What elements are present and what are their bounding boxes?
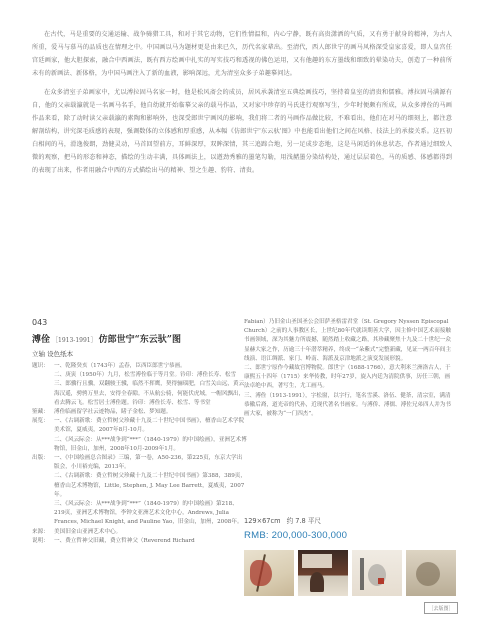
collection-label: 鉴藏： (32, 409, 49, 416)
essay-paragraph-2: 在众多清室子弟画家中，尤以溥拉固马名家一时，他是松风斋会的成员，居风承袭清室五典绘画技巧，坚持着皇室的清贵和儒雅。溥拉固马满源有自，他的父亲载瀛就是一名画马名手，他自幼就开始临摹父亲的载马作品，又对家中珍存的马氏进行观察写生，少年时便颇有所成，从众多溥佺的马画作品来看，除了动时读父亲载瀛的素陶和影响外，也深受郎世宁画风的影响，我们将二者的马画作品做比较，不难看出，他们在对马的细刻上，都注意解剖结构，讲究深毛质感的表现，强调数体的立体感和厚重感，从本幅《仿郎世宁'东云驮'图》中也能看出他们之间在风格、技法上的承接关系。这匹初白相间的马，滑逸俊朗，劲健灵动，马首回望前方，耳鲜深厚，双眸深情，其三追蹄合地，另一足成步态地，这是马闲适的休息状态，作者通过细致人微的观察，把马的形态和神态，描绘的生动丰满，具体画法上，以遒劲秀雅的墨笔勾勒，用浅赭墨分染结构处，通过层层着色，马的质感、体感都得到的表现了出来，作者用融合中西的方式描绘出马的精神、望之生趣、豹符、清贵。 (32, 89, 452, 174)
inscription-row (32, 362, 247, 408)
provenance-row (32, 528, 247, 537)
work-size (244, 515, 327, 525)
reference-image (352, 550, 402, 596)
image-caption: ［去版图］ (424, 602, 458, 614)
collection-item: 溥佺临画留学社云迹物品，睹子金松、梦知题。 (54, 409, 172, 416)
exhibition-row (32, 417, 247, 454)
artist-name: 溥佺 (32, 335, 51, 345)
reference-images (244, 550, 456, 596)
inscription-item: 一、乾隆癸亥（1743年）孟春，臣西臣郎世宁恭画。 (54, 363, 186, 369)
essay-intro (32, 28, 452, 183)
estimate-price: RMB: 200,000-300,000 (244, 530, 348, 541)
work-title: 仿郎世宁“东云驮”图 (98, 335, 181, 345)
collection-row (32, 408, 247, 417)
work-medium: 立轴 设色纸本 (32, 350, 74, 358)
publication-item: 三、《风云际会：从***战争到“***”（1840-1979）的中国绘画》第218、219页，亚洲艺术博物馆，李钟文亚洲艺术文化中心，Andrews, Julia Frances, Michael Knight, and Pauline Yao，旧金山，加州，2008年。 (54, 501, 243, 526)
notes-paragraph: 二、郎世宁原作今藏故宫博物院。郎世宁（1688-1766），意大利米兰洲洛古人，于康熙五十四年（1715）来华传教，时年27岁，旋入内廷为清院供事，历任三朝，画法卓绝中西，著写生，尤工画马。 (244, 365, 451, 390)
exhibition-item: 一、《古调新歌：费立哲树父珍藏十九及二十世纪中国书画》，檀香山艺术学院美术馆，夏威夷，2007年8月-10月。 (54, 418, 245, 434)
work-dimensions: 129×67cm (244, 517, 281, 525)
inscription-item: 二、庚寅（1950年）九月，松雪溥佺临于等月堂。钤印：溥佺长寿、松雪 (54, 372, 237, 379)
inscription-label: 题识： (32, 363, 49, 369)
notes-continued (244, 318, 454, 419)
reference-image (406, 550, 456, 596)
notes-paragraph: 三、溥佺（1913-1991），字松窗，以字行，笔名雪溪、洛伍、健荼，清宗室，满清恭徽后裔，道光帝的代孙，近现代著名书画家。与溥侨、溥儒、溥佐兄弟四人并为书画大家，被称为“一门四杰”。 (244, 392, 451, 418)
reference-image (298, 550, 348, 596)
lot-title (32, 332, 247, 345)
publication-item: 二、《古调新歌：费立哲树父珍藏十九及二十世纪中国书画》第388，389页，檀香山艺术博物馆，Little, Stephen, J. May Lee Barrett，夏威夷，2007年。 (54, 473, 246, 498)
inscription-item: 三、郎骥行且骥，双翻骏王骥，临然不挥鹰，契得骊瑙肥，白雪关山远，黄云海汉遥，骋骋万里去，安得全春隙。不从航公骑，何能伏虎域，一帽风飘出，看去腾云飞。松雪居士溥佺题。钤印：溥佺长寿、松雪、等书堂 (54, 381, 245, 406)
exhibition-label: 展览： (32, 418, 49, 425)
notes-row (32, 537, 247, 546)
artist-dates: ［1913-1991］ (52, 337, 97, 344)
work-area: 约 7.8 平尺 (286, 517, 322, 525)
notes-label: 说明： (32, 537, 49, 544)
provenance-label: 来源： (32, 528, 49, 535)
notes-item: 一、费立哲神父旧藏，费立哲神父（Reverend Richard (54, 537, 195, 544)
lot-number: 043 (32, 318, 48, 327)
notes-paragraph: Fabian）乃旧金山圣国圣公会旧萨圣格雷君堂（St. Gregory Nyssen Episcopal Church）之前的人事教区长，上世纪80年代就读期善大学，因主修中国艺术而接触书画领域，深为其魅力所震撼，随然踏上收藏之路，其珍藏聚焦十九及二十世纪一众显赫大家之作，历逾三十年潜萃精养，终成一“朵紫式”完整新藏，见证一两百年间主线演、语江绸派、家门、岭南、海派及京津地派之演变发展形貌。 (244, 319, 452, 362)
publication-item: 一、《中国绘画总合图录》三编，第一卷，A50-236，第225页，东京大学出版会，小川裕充编，2013年。 (54, 455, 243, 471)
lot-details (32, 362, 247, 546)
reference-image (244, 550, 294, 596)
provenance-item: 美国旧金山亚洲艺术中心。 (54, 528, 122, 535)
exhibition-item: 二、《风云际会：从***战争到“***”（1840-1979）的中国绘画》，亚洲艺术博物馆，旧金山，加州，2008年10月-2009年1月。 (54, 436, 247, 452)
publication-row (32, 454, 247, 528)
publication-label: 出版： (32, 455, 49, 462)
essay-paragraph-1: 在古代，马是重要的交通运输、战争骑猎工具，和对于其它动物，它们性情温和，内心宁静，既有高贵潇洒的气质，又有勇于献身的精神，为古人所重，爱马与慕马的品质也在情理之中。中国画以马为题材更是由来已久，历代名家辈出。至清代，西人郎世宁的画马风格深受皇家喜爱，即人皇宫任宫廷画家，他大胆探索，融合中西画法，既有西方绘画中扎实的写实技巧和透视的佛色运用，又有他趣的东方墨线和细致的晕染功夫，创造了一种前所未有的新画法、新体格，为中国马画注入了新的血液，影响深远，尤为清室众多子弟趣摹问达。 (32, 31, 452, 77)
